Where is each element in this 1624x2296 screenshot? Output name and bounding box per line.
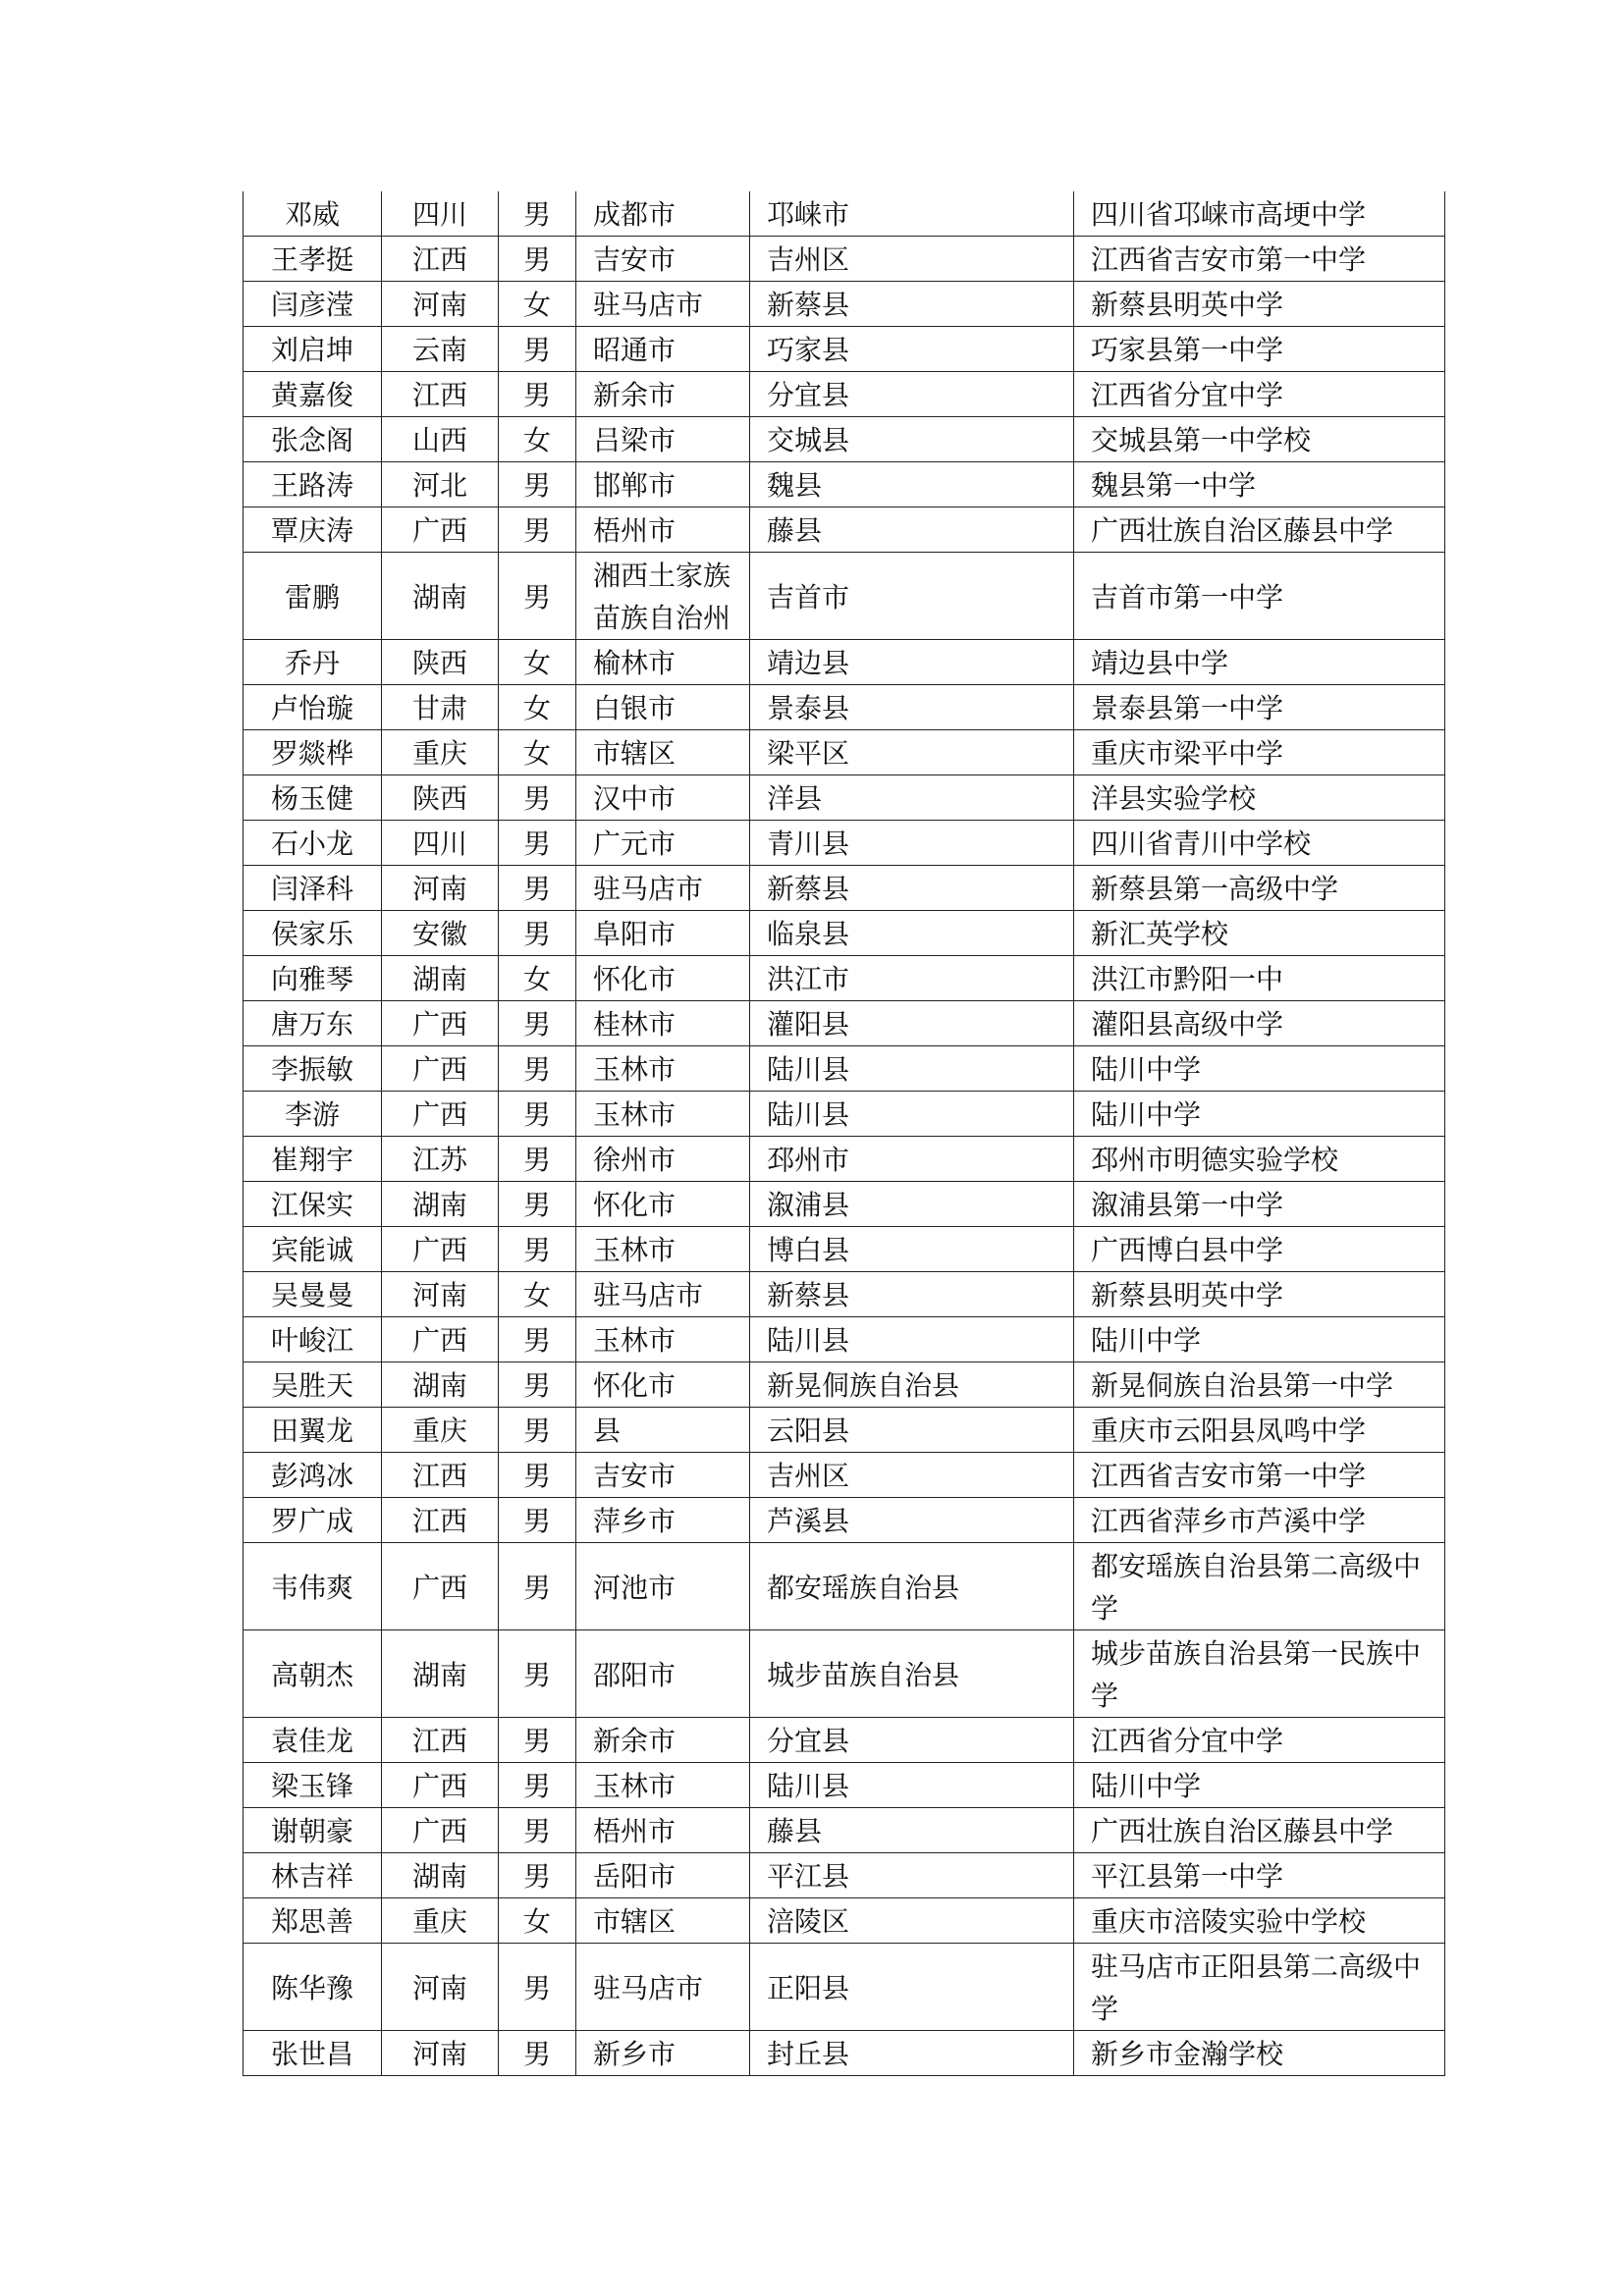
cell-city: 吕梁市: [576, 417, 750, 462]
cell-school: 洪江市黔阳一中: [1074, 956, 1445, 1001]
cell-province: 重庆: [382, 1898, 499, 1944]
cell-name: 向雅琴: [244, 956, 382, 1001]
cell-city: 汉中市: [576, 775, 750, 821]
cell-school: 平江县第一中学: [1074, 1853, 1445, 1898]
cell-gender: 女: [499, 1898, 576, 1944]
table-row: [244, 507, 1445, 553]
cell-city: 玉林市: [576, 1317, 750, 1362]
cell-school: 新乡市金瀚学校: [1074, 2031, 1445, 2076]
table-row: [244, 1498, 1445, 1543]
cell-school: 溆浦县第一中学: [1074, 1182, 1445, 1227]
cell-county: 博白县: [750, 1227, 1074, 1272]
cell-province: 湖南: [382, 1853, 499, 1898]
table-row: [244, 821, 1445, 866]
cell-name: 唐万东: [244, 1001, 382, 1046]
cell-county: 涪陵区: [750, 1898, 1074, 1944]
cell-city: 怀化市: [576, 956, 750, 1001]
cell-county: 平江县: [750, 1853, 1074, 1898]
cell-name: 梁玉锋: [244, 1763, 382, 1808]
cell-gender: 男: [499, 775, 576, 821]
table-row: [244, 685, 1445, 730]
table-row: [244, 866, 1445, 911]
cell-school: 江西省分宜中学: [1074, 1718, 1445, 1763]
cell-name: 崔翔宇: [244, 1137, 382, 1182]
table-row: [244, 1718, 1445, 1763]
cell-city: 梧州市: [576, 507, 750, 553]
cell-city: 白银市: [576, 685, 750, 730]
cell-city: 新余市: [576, 372, 750, 417]
cell-school: 交城县第一中学校: [1074, 417, 1445, 462]
cell-county: 青川县: [750, 821, 1074, 866]
cell-name: 覃庆涛: [244, 507, 382, 553]
table-row: [244, 191, 1445, 237]
cell-county: 临泉县: [750, 911, 1074, 956]
cell-province: 广西: [382, 1046, 499, 1092]
cell-province: 广西: [382, 1808, 499, 1853]
cell-province: 广西: [382, 1543, 499, 1630]
cell-name: 彭鸿冰: [244, 1453, 382, 1498]
cell-school: 重庆市云阳县凤鸣中学: [1074, 1408, 1445, 1453]
cell-school: 都安瑶族自治县第二高级中学: [1074, 1543, 1445, 1630]
cell-province: 湖南: [382, 1362, 499, 1408]
cell-name: 张念阁: [244, 417, 382, 462]
cell-county: 邳州市: [750, 1137, 1074, 1182]
cell-city: 阜阳市: [576, 911, 750, 956]
cell-name: 谢朝豪: [244, 1808, 382, 1853]
cell-gender: 男: [499, 462, 576, 507]
cell-county: 陆川县: [750, 1763, 1074, 1808]
cell-city: 梧州市: [576, 1808, 750, 1853]
cell-city: 县: [576, 1408, 750, 1453]
cell-city: 桂林市: [576, 1001, 750, 1046]
cell-name: 闫彦滢: [244, 282, 382, 327]
cell-city: 湘西土家族苗族自治州: [576, 553, 750, 640]
cell-school: 靖边县中学: [1074, 640, 1445, 685]
cell-county: 封丘县: [750, 2031, 1074, 2076]
cell-school: 吉首市第一中学: [1074, 553, 1445, 640]
cell-province: 广西: [382, 1317, 499, 1362]
cell-gender: 男: [499, 1453, 576, 1498]
cell-city: 驻马店市: [576, 282, 750, 327]
cell-county: 溆浦县: [750, 1182, 1074, 1227]
cell-school: 江西省萍乡市芦溪中学: [1074, 1498, 1445, 1543]
cell-name: 卢怡璇: [244, 685, 382, 730]
cell-name: 吴胜天: [244, 1362, 382, 1408]
cell-school: 灌阳县高级中学: [1074, 1001, 1445, 1046]
cell-province: 安徽: [382, 911, 499, 956]
cell-school: 广西壮族自治区藤县中学: [1074, 507, 1445, 553]
cell-name: 张世昌: [244, 2031, 382, 2076]
cell-province: 湖南: [382, 956, 499, 1001]
cell-name: 黄嘉俊: [244, 372, 382, 417]
cell-province: 山西: [382, 417, 499, 462]
cell-city: 昭通市: [576, 327, 750, 372]
cell-county: 吉首市: [750, 553, 1074, 640]
cell-province: 广西: [382, 1092, 499, 1137]
cell-county: 交城县: [750, 417, 1074, 462]
cell-county: 分宜县: [750, 1718, 1074, 1763]
table-row: [244, 1543, 1445, 1630]
cell-school: 新蔡县明英中学: [1074, 282, 1445, 327]
cell-county: 分宜县: [750, 372, 1074, 417]
cell-gender: 男: [499, 507, 576, 553]
cell-province: 河北: [382, 462, 499, 507]
cell-name: 邓威: [244, 191, 382, 237]
cell-gender: 男: [499, 1046, 576, 1092]
cell-county: 藤县: [750, 1808, 1074, 1853]
table-row: [244, 327, 1445, 372]
cell-name: 田翼龙: [244, 1408, 382, 1453]
cell-gender: 男: [499, 191, 576, 237]
cell-city: 吉安市: [576, 237, 750, 282]
cell-gender: 男: [499, 1944, 576, 2031]
cell-gender: 男: [499, 2031, 576, 2076]
cell-county: 新蔡县: [750, 866, 1074, 911]
table-row: [244, 462, 1445, 507]
cell-city: 驻马店市: [576, 1944, 750, 2031]
cell-city: 邯郸市: [576, 462, 750, 507]
cell-school: 陆川中学: [1074, 1046, 1445, 1092]
table-row: [244, 1763, 1445, 1808]
cell-province: 四川: [382, 821, 499, 866]
cell-gender: 男: [499, 1808, 576, 1853]
cell-name: 韦伟爽: [244, 1543, 382, 1630]
cell-school: 四川省邛崃市高埂中学: [1074, 191, 1445, 237]
cell-city: 怀化市: [576, 1182, 750, 1227]
table-row: [244, 1362, 1445, 1408]
cell-name: 王路涛: [244, 462, 382, 507]
cell-gender: 女: [499, 1272, 576, 1317]
cell-county: 新晃侗族自治县: [750, 1362, 1074, 1408]
cell-county: 新蔡县: [750, 1272, 1074, 1317]
cell-county: 梁平区: [750, 730, 1074, 775]
cell-county: 洪江市: [750, 956, 1074, 1001]
cell-province: 河南: [382, 1272, 499, 1317]
cell-county: 灌阳县: [750, 1001, 1074, 1046]
cell-name: 吴曼曼: [244, 1272, 382, 1317]
cell-city: 玉林市: [576, 1092, 750, 1137]
cell-school: 江西省吉安市第一中学: [1074, 1453, 1445, 1498]
table-row: [244, 1944, 1445, 2031]
cell-city: 怀化市: [576, 1362, 750, 1408]
table-body: [244, 191, 1445, 2076]
cell-school: 城步苗族自治县第一民族中学: [1074, 1630, 1445, 1718]
cell-county: 巧家县: [750, 327, 1074, 372]
cell-gender: 男: [499, 1092, 576, 1137]
cell-city: 邵阳市: [576, 1630, 750, 1718]
cell-province: 江西: [382, 1498, 499, 1543]
cell-school: 景泰县第一中学: [1074, 685, 1445, 730]
table-row: [244, 730, 1445, 775]
cell-province: 河南: [382, 1944, 499, 2031]
cell-gender: 男: [499, 1001, 576, 1046]
cell-gender: 男: [499, 1718, 576, 1763]
cell-school: 重庆市涪陵实验中学校: [1074, 1898, 1445, 1944]
cell-gender: 女: [499, 685, 576, 730]
cell-province: 重庆: [382, 1408, 499, 1453]
cell-gender: 女: [499, 417, 576, 462]
cell-name: 高朝杰: [244, 1630, 382, 1718]
cell-gender: 男: [499, 821, 576, 866]
cell-school: 新汇英学校: [1074, 911, 1445, 956]
cell-province: 广西: [382, 507, 499, 553]
cell-province: 江西: [382, 1453, 499, 1498]
cell-city: 新乡市: [576, 2031, 750, 2076]
cell-county: 芦溪县: [750, 1498, 1074, 1543]
cell-school: 江西省分宜中学: [1074, 372, 1445, 417]
cell-city: 岳阳市: [576, 1853, 750, 1898]
cell-name: 郑思善: [244, 1898, 382, 1944]
cell-county: 陆川县: [750, 1317, 1074, 1362]
cell-county: 都安瑶族自治县: [750, 1543, 1074, 1630]
cell-school: 新蔡县明英中学: [1074, 1272, 1445, 1317]
cell-school: 邳州市明德实验学校: [1074, 1137, 1445, 1182]
cell-province: 江西: [382, 1718, 499, 1763]
cell-name: 闫泽科: [244, 866, 382, 911]
cell-gender: 男: [499, 1408, 576, 1453]
table-row: [244, 1182, 1445, 1227]
cell-province: 湖南: [382, 553, 499, 640]
cell-province: 甘肃: [382, 685, 499, 730]
cell-school: 巧家县第一中学: [1074, 327, 1445, 372]
table-row: [244, 1001, 1445, 1046]
cell-gender: 男: [499, 1227, 576, 1272]
cell-gender: 男: [499, 237, 576, 282]
table-row: [244, 1408, 1445, 1453]
cell-name: 宾能诚: [244, 1227, 382, 1272]
cell-gender: 男: [499, 1317, 576, 1362]
cell-city: 市辖区: [576, 730, 750, 775]
cell-province: 陕西: [382, 775, 499, 821]
table-row: [244, 1898, 1445, 1944]
cell-county: 城步苗族自治县: [750, 1630, 1074, 1718]
cell-county: 陆川县: [750, 1092, 1074, 1137]
cell-gender: 男: [499, 1137, 576, 1182]
cell-name: 罗广成: [244, 1498, 382, 1543]
cell-name: 罗燚桦: [244, 730, 382, 775]
cell-name: 杨玉健: [244, 775, 382, 821]
cell-gender: 女: [499, 640, 576, 685]
table-row: [244, 911, 1445, 956]
cell-city: 河池市: [576, 1543, 750, 1630]
table-row: [244, 372, 1445, 417]
cell-name: 刘启坤: [244, 327, 382, 372]
cell-county: 云阳县: [750, 1408, 1074, 1453]
cell-name: 乔丹: [244, 640, 382, 685]
cell-city: 玉林市: [576, 1227, 750, 1272]
cell-province: 河南: [382, 866, 499, 911]
table-row: [244, 775, 1445, 821]
cell-gender: 男: [499, 1630, 576, 1718]
cell-city: 玉林市: [576, 1763, 750, 1808]
cell-city: 市辖区: [576, 1898, 750, 1944]
cell-name: 陈华豫: [244, 1944, 382, 2031]
cell-name: 雷鹏: [244, 553, 382, 640]
cell-province: 广西: [382, 1763, 499, 1808]
table-row: [244, 640, 1445, 685]
cell-province: 江苏: [382, 1137, 499, 1182]
cell-gender: 男: [499, 553, 576, 640]
cell-name: 林吉祥: [244, 1853, 382, 1898]
cell-city: 新余市: [576, 1718, 750, 1763]
cell-province: 云南: [382, 327, 499, 372]
cell-school: 江西省吉安市第一中学: [1074, 237, 1445, 282]
table-row: [244, 1853, 1445, 1898]
cell-county: 魏县: [750, 462, 1074, 507]
table-row: [244, 1272, 1445, 1317]
table-row: [244, 417, 1445, 462]
cell-name: 江保实: [244, 1182, 382, 1227]
cell-name: 侯家乐: [244, 911, 382, 956]
table-row: [244, 1630, 1445, 1718]
cell-city: 榆林市: [576, 640, 750, 685]
cell-gender: 女: [499, 730, 576, 775]
table-row: [244, 1453, 1445, 1498]
table-row: [244, 2031, 1445, 2076]
cell-city: 吉安市: [576, 1453, 750, 1498]
cell-gender: 男: [499, 866, 576, 911]
cell-school: 驻马店市正阳县第二高级中学: [1074, 1944, 1445, 2031]
table-row: [244, 1092, 1445, 1137]
cell-school: 四川省青川中学校: [1074, 821, 1445, 866]
table-row: [244, 1137, 1445, 1182]
cell-name: 叶峻江: [244, 1317, 382, 1362]
cell-city: 徐州市: [576, 1137, 750, 1182]
cell-county: 吉州区: [750, 1453, 1074, 1498]
cell-county: 陆川县: [750, 1046, 1074, 1092]
cell-province: 河南: [382, 2031, 499, 2076]
student-table: [243, 191, 1445, 2076]
cell-school: 陆川中学: [1074, 1763, 1445, 1808]
cell-gender: 男: [499, 327, 576, 372]
cell-gender: 男: [499, 372, 576, 417]
cell-gender: 女: [499, 956, 576, 1001]
cell-gender: 男: [499, 1853, 576, 1898]
cell-gender: 女: [499, 282, 576, 327]
cell-county: 洋县: [750, 775, 1074, 821]
cell-county: 靖边县: [750, 640, 1074, 685]
cell-name: 石小龙: [244, 821, 382, 866]
table-row: [244, 1046, 1445, 1092]
cell-province: 广西: [382, 1227, 499, 1272]
cell-gender: 男: [499, 1763, 576, 1808]
cell-province: 河南: [382, 282, 499, 327]
cell-city: 成都市: [576, 191, 750, 237]
cell-school: 陆川中学: [1074, 1092, 1445, 1137]
cell-name: 李振敏: [244, 1046, 382, 1092]
cell-city: 驻马店市: [576, 1272, 750, 1317]
cell-gender: 男: [499, 1362, 576, 1408]
cell-county: 邛崃市: [750, 191, 1074, 237]
cell-gender: 男: [499, 1182, 576, 1227]
cell-gender: 男: [499, 1543, 576, 1630]
cell-school: 魏县第一中学: [1074, 462, 1445, 507]
cell-school: 重庆市梁平中学: [1074, 730, 1445, 775]
table-row: [244, 1317, 1445, 1362]
cell-county: 景泰县: [750, 685, 1074, 730]
cell-school: 新蔡县第一高级中学: [1074, 866, 1445, 911]
cell-province: 湖南: [382, 1182, 499, 1227]
cell-county: 藤县: [750, 507, 1074, 553]
table-row: [244, 553, 1445, 640]
cell-province: 陕西: [382, 640, 499, 685]
cell-city: 广元市: [576, 821, 750, 866]
cell-school: 新晃侗族自治县第一中学: [1074, 1362, 1445, 1408]
cell-province: 湖南: [382, 1630, 499, 1718]
table-row: [244, 237, 1445, 282]
cell-school: 广西壮族自治区藤县中学: [1074, 1808, 1445, 1853]
cell-school: 广西博白县中学: [1074, 1227, 1445, 1272]
cell-name: 李游: [244, 1092, 382, 1137]
cell-name: 袁佳龙: [244, 1718, 382, 1763]
cell-province: 江西: [382, 237, 499, 282]
cell-province: 四川: [382, 191, 499, 237]
cell-province: 江西: [382, 372, 499, 417]
table-row: [244, 282, 1445, 327]
cell-province: 广西: [382, 1001, 499, 1046]
cell-gender: 男: [499, 911, 576, 956]
table-row: [244, 956, 1445, 1001]
cell-school: 陆川中学: [1074, 1317, 1445, 1362]
cell-gender: 男: [499, 1498, 576, 1543]
cell-city: 驻马店市: [576, 866, 750, 911]
cell-city: 玉林市: [576, 1046, 750, 1092]
cell-school: 洋县实验学校: [1074, 775, 1445, 821]
cell-name: 王孝挺: [244, 237, 382, 282]
cell-city: 萍乡市: [576, 1498, 750, 1543]
table-row: [244, 1227, 1445, 1272]
cell-county: 新蔡县: [750, 282, 1074, 327]
cell-province: 重庆: [382, 730, 499, 775]
cell-county: 吉州区: [750, 237, 1074, 282]
table-row: [244, 1808, 1445, 1853]
cell-county: 正阳县: [750, 1944, 1074, 2031]
